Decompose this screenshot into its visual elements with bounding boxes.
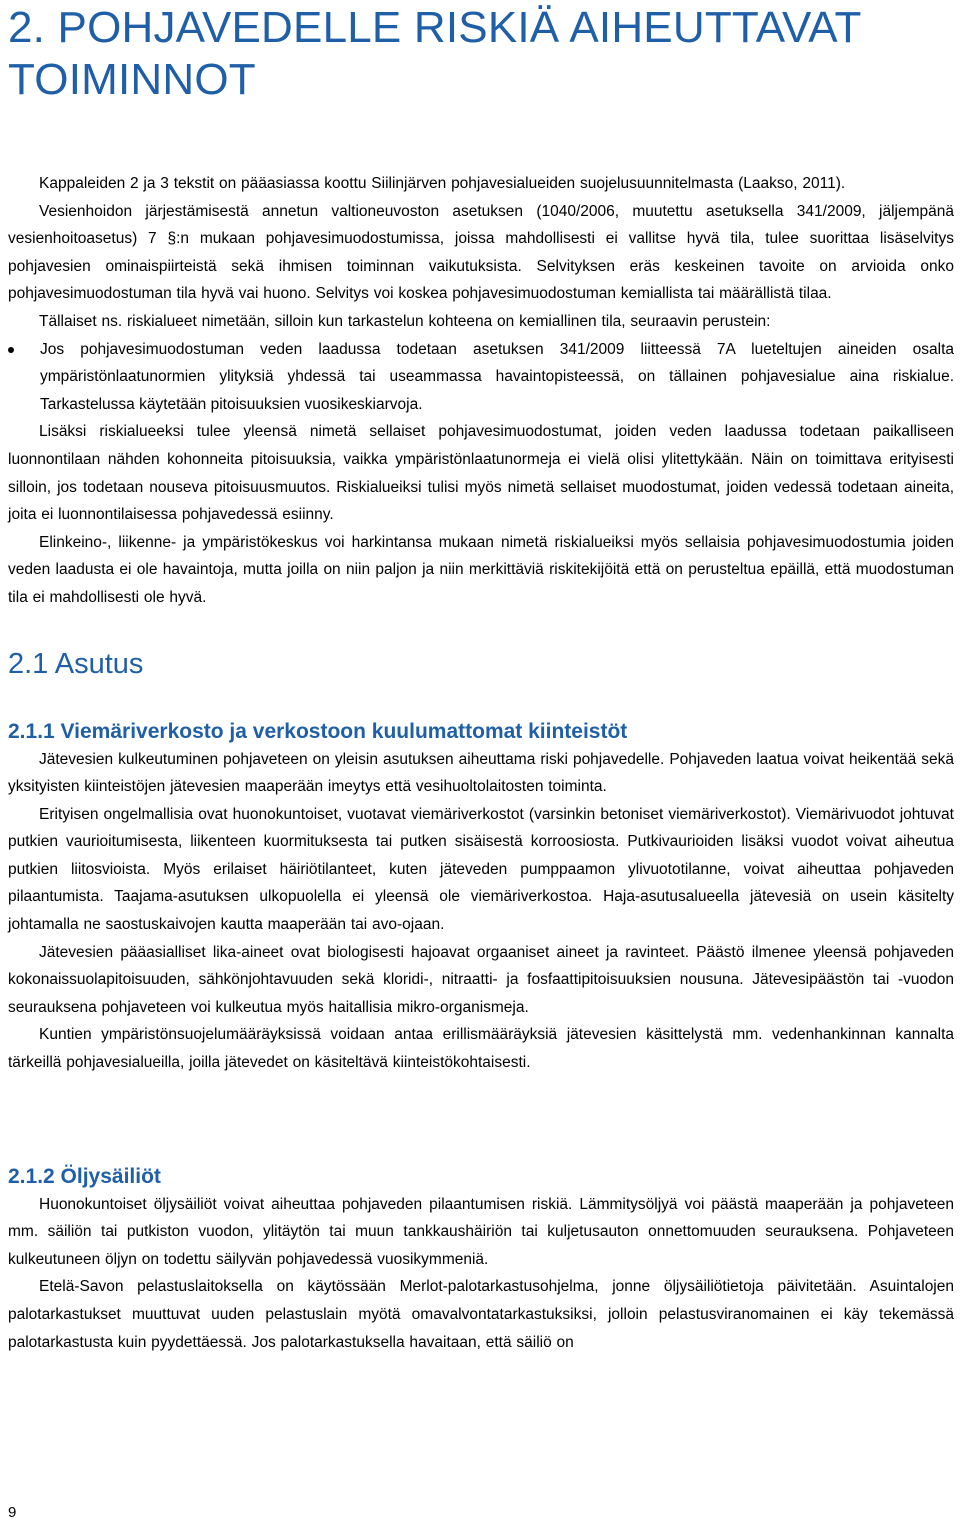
- sewer-paragraph-3: Jätevesien pääasialliset lika-aineet ovat biologisesti hajoavat orgaaniset aineet ja ravinteet. Päästö ilmenee yleensä pohjaveden kokonaissuolapitoisuuden, sähkönjohtavuuden sekä kloridi-, nitraatti- ja fosfaattipitoisuuksien nousuna. Jätevesipäästön tai -vuodon seurauksena pohjaveteen voi kulkeutua myös haitallisia mikro-organismeja.: [8, 943, 954, 1016]
- section-heading-2-1: 2.1 Asutus: [8, 647, 144, 680]
- intro-paragraph-source: Kappaleiden 2 ja 3 tekstit on pääasiassa koottu Siilinjärven pohjavesialueiden suojelusuunnitelmasta (Laakso, 2011).: [39, 175, 846, 192]
- intro-paragraph-ely-centre: Elinkeino-, liikenne- ja ympäristökeskus voi harkintansa mukaan nimetä riskialueiksi myös sellaisia pohjavesimuodostumia joiden veden laadusta ei ole havaintoja, mutta joilla on niin paljon ja niin merkittäviä riskitekijöitä että on perusteltua epäillä, että muodostuman tila ei mahdollisesti ole hyvä.: [8, 533, 954, 606]
- oil-tank-paragraph-2: Etelä-Savon pelastuslaitoksella on käytössään Merlot-palotarkastusohjelma, jonne öljysäiliötietoja päivitetään. Asuintalojen palotarkastukset muuttuvat uuden pelastuslain myötä omavalvontatarkastuksiksi, jolloin pelastusviranomainen ei käy tekemässä palotarkastusta kuin pyydettäessä. Jos palotarkastuksella havaitaan, että säiliö on: [8, 1278, 954, 1351]
- intro-paragraph-risk-areas: Tällaiset ns. riskialueet nimetään, silloin kun tarkastelun kohteena on kemiallinen tila, seuraavin perustein:: [39, 312, 771, 330]
- risk-criteria-list: [8, 336, 954, 419]
- document-page: [8, 0, 954, 1356]
- bullet-icon: [8, 347, 14, 353]
- sewer-paragraph-4: Kuntien ympäristönsuojelumääräyksissä voidaan antaa erillismääräyksiä jätevesien käsittelystä mm. vedenhankinnan kannalta tärkeillä pohjavesialueilla, joilla jätevedet on käsiteltävä kiinteistökohtaisesti.: [8, 1026, 954, 1072]
- section-heading-2-1-2: 2.1.2 Öljysäiliöt: [8, 1164, 161, 1188]
- list-item: [8, 336, 954, 419]
- chapter-title: 2. POHJAVEDELLE RISKIÄ AIHEUTTAVAT TOIMINNOT: [8, 3, 861, 104]
- page-number: 9: [8, 1504, 17, 1521]
- sewer-paragraph-1: Jätevesien kulkeutuminen pohjaveteen on yleisin asutuksen aiheuttama riski pohjavedelle. Pohjaveden laatua voivat heikentää sekä yksityisten kiinteistöjen jätevesien maaperään imeytys että vesihuoltolaitosten toiminta.: [8, 750, 954, 796]
- intro-paragraph-regulation: Vesienhoidon järjestämisestä annetun valtioneuvoston asetuksen (1040/2006, muutettu asetuksella 341/2009, jäljempänä vesienhoitoasetus) 7 §:n mukaan pohjavesimuodostumissa, joissa mahdollisesti ei vallitse hyvä tila, tulee suorittaa lisäselvitys pohjavesien ominaispiirteistä sekä ihmisen toiminnan vaikutuksista. Selvityksen eräs keskeinen tavoite on arvioida onko pohjavesimuodostuman tila hyvä vai huono. Selvitys voi koskea pohjavesimuodostuman kemiallista tai määrällistä tilaa.: [8, 202, 954, 303]
- sewer-paragraph-2: Erityisen ongelmallisia ovat huonokuntoiset, vuotavat viemäriverkostot (varsinkin betoniset viemäriverkostot). Viemärivuodot johtuvat putkien vaurioitumisesta, liikenteen kuormituksesta tai putken sisäisestä korroosiosta. Putkivaurioiden lisäksi vuodot voivat aiheutua putkien liitosvioista. Myös erilaiset häiriötilanteet, kuten jäteveden pumppaamon ylivuototilanne, voivat aiheuttaa pohjaveden pilaantumista. Taajama-asutuksen ulkopuolella ei yleensä ole viemäriverkostoa. Haja-asutusalueella jätevesiä on usein käsitelty johtamalla ne saostuskaivojen kautta maaperään tai avo-ojaan.: [8, 805, 954, 934]
- section-heading-2-1-1: 2.1.1 Viemäriverkosto ja verkostoon kuulumattomat kiinteistöt: [8, 719, 628, 743]
- list-item-text: Jos pohjavesimuodostuman veden laadussa todetaan asetuksen 341/2009 liitteessä 7A lueteltujen aineiden osalta ympäristönlaatunormien ylityksiä yhdessä tai useammassa havaintopisteessä, on tällainen pohjavesialue aina riskialue. Tarkastelussa käytetään pitoisuuksien vuosikeskiarvoja.: [40, 340, 954, 413]
- oil-tank-paragraph-1: Huonokuntoiset öljysäiliöt voivat aiheuttaa pohjaveden pilaantumisen riskiä. Lämmitysöljyä voi päästä maaperään ja pohjaveteen mm. säiliön tai putkiston vuodon, ylitäytön tai muun tankkaushäiriön tai kuljetusauton onnettomuuden seurauksena. Pohjaveteen kulkeutuneen öljyn on todettu säilyvän pohjavedessä vuosikymmeniä.: [8, 1195, 954, 1268]
- intro-paragraph-additional-risk: Lisäksi riskialueeksi tulee yleensä nimetä sellaiset pohjavesimuodostumat, joiden veden laadussa todetaan paikalliseen luonnontilaan nähden kohonneita pitoisuuksia, vaikka ympäristönlaatunormeja ei vielä olisi ylitettykään. Näin on toimittava erityisesti silloin, jos todetaan nouseva pitoisuusmuutos. Riskialueiksi tulisi myös nimetä sellaiset muodostumat, joiden vedessä todetaan aineita, joita ei luonnontilaisessa pohjavedessä esiinny.: [8, 423, 954, 524]
